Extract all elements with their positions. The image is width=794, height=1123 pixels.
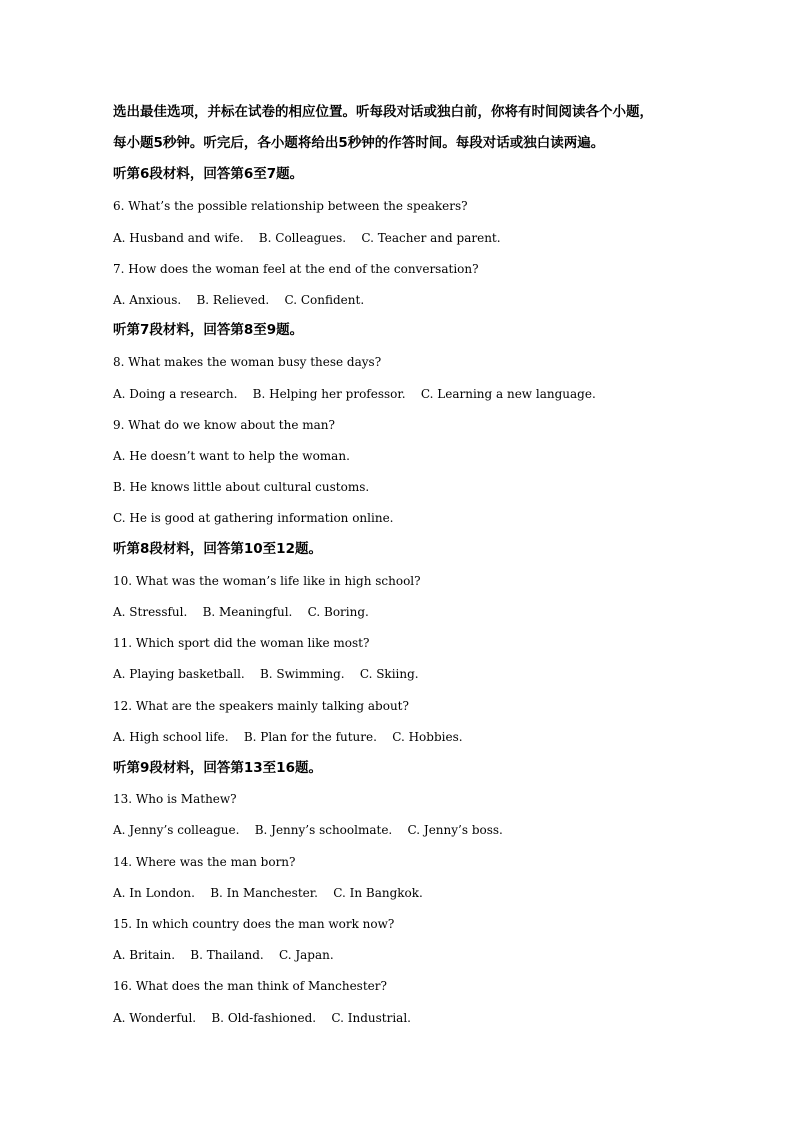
instruction-line-2: 每小题5秒钟。听完后，各小题将给出5秒钟的作答时间。每段对话或独白读两遍。: [113, 135, 605, 151]
question-10-options: A. Stressful. B. Meaningful. C. Boring.: [113, 605, 369, 619]
question-7-options: A. Anxious. B. Relieved. C. Confident.: [113, 293, 365, 307]
section-heading: 听第6段材料，回答第6至7题。: [113, 166, 304, 182]
question-15-options: A. Britain. B. Thailand. C. Japan.: [113, 948, 334, 962]
section-heading: 听第9段材料，回答第13至16题。: [113, 760, 322, 776]
question-10: 10. What was the woman’s life like in high school?: [113, 574, 421, 588]
question-9-option-a: A. He doesn’t want to help the woman.: [113, 449, 350, 463]
question-11: 11. Which sport did the woman like most?: [113, 636, 370, 650]
section-heading: 听第8段材料，回答第10至12题。: [113, 541, 322, 557]
question-11-options: A. Playing basketball. B. Swimming. C. Skiing.: [113, 667, 419, 681]
instruction-line-1: 选出最佳选项，并标在试卷的相应位置。听每段对话或独白前，你将有时间阅读各个小题，: [113, 104, 653, 120]
question-9-option-c: C. He is good at gathering information online.: [113, 511, 394, 525]
question-7: 7. How does the woman feel at the end of the conversation?: [113, 262, 479, 276]
section-heading: 听第7段材料，回答第8至9题。: [113, 322, 304, 338]
question-15: 15. In which country does the man work now?: [113, 917, 395, 931]
question-16-options: A. Wonderful. B. Old-fashioned. C. Industrial.: [113, 1011, 411, 1025]
question-14: 14. Where was the man born?: [113, 855, 296, 869]
question-13: 13. Who is Mathew?: [113, 792, 237, 806]
question-12: 12. What are the speakers mainly talking about?: [113, 699, 409, 713]
question-8: 8. What makes the woman busy these days?: [113, 355, 382, 369]
question-13-options: A. Jenny’s colleague. B. Jenny’s schoolmate. C. Jenny’s boss.: [113, 823, 503, 837]
question-14-options: A. In London. B. In Manchester. C. In Bangkok.: [113, 886, 423, 900]
question-16: 16. What does the man think of Manchester?: [113, 979, 387, 993]
question-9-option-b: B. He knows little about cultural customs.: [113, 480, 370, 494]
question-9: 9. What do we know about the man?: [113, 418, 335, 432]
question-6: 6. What’s the possible relationship between the speakers?: [113, 199, 468, 213]
question-6-options: A. Husband and wife. B. Colleagues. C. Teacher and parent.: [113, 231, 501, 245]
question-12-options: A. High school life. B. Plan for the future. C. Hobbies.: [113, 730, 463, 744]
question-8-options: A. Doing a research. B. Helping her professor. C. Learning a new language.: [113, 387, 596, 401]
